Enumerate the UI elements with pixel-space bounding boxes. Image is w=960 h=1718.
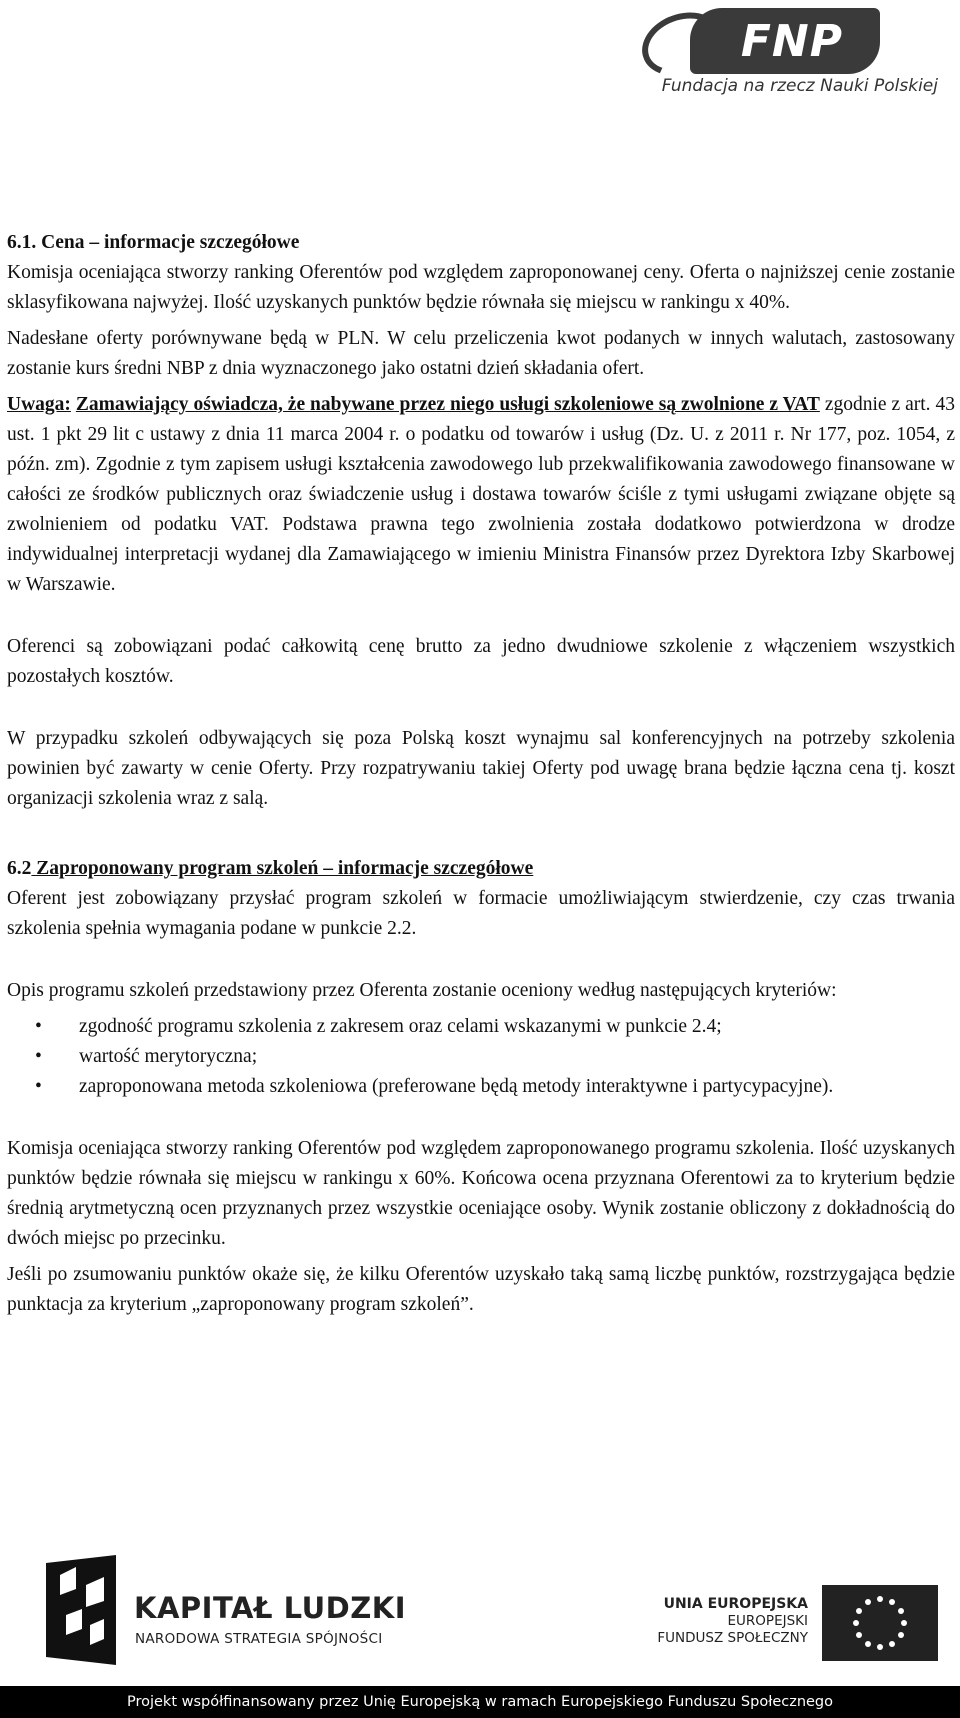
section-1-paragraph-2: Nadesłane oferty porównywane będą w PLN. W celu przeliczenia kwot podanych w innych walutach, zastosowany zostanie kurs średni NBP z dnia wyznaczonego jako ostatni dzień składania ofert.: [7, 328, 955, 379]
page-header: [0, 0, 960, 130]
section-2-title: [7, 854, 955, 884]
section-1-paragraph-5: W przypadku szkoleń odbywających się poza Polską koszt wynajmu sal konferencyjnych na potrzeby szkolenia powinien być zawarty w cenie Oferty. Przy rozpatrywaniu takiej Oferty pod uwagę brana będzie łączna cena tj. koszt organizacji szkolenia wraz z salą.: [7, 728, 955, 809]
vat-legal-basis: zgodnie z art. 43 ust. 1 pkt 29 lit c ustawy z dnia 11 marca 2004 r. o podatku od towarów i usług (Dz. U. z 2011 r. Nr 177, poz. 1054, z późn. zm). Zgodnie z tym zapisem usługi kształcenia zawodowego lub przekwalifikowania zawodowego finansowane w całości ze środków publicznych oraz świadczenie usług i dostawa towarów ściśle z tymi usługami związane objęte są zwolnieniem od podatku VAT. Podstawa prawna tego zwolnienia została dodatkowo potwierdzona w drodze indywidualnej interpretacji wydanej dla Zamawiającego w imieniu Ministra Finansów przez Dyrektora Izby Skarbowej w Warszawie.: [7, 394, 956, 595]
funding-statement: Projekt współfinansowany przez Unię Europejską w ramach Europejskiego Funduszu Społecznego: [126, 1694, 834, 1710]
kapital-ludzki-subtitle: NARODOWA STRATEGIA SPÓJNOŚCI: [135, 1631, 383, 1647]
eu-line-3: FUNDUSZ SPOŁECZNY: [657, 1630, 808, 1646]
section-2-paragraph-3: Komisja oceniająca stworzy ranking Oferentów pod względem zaproponowanego programu szkolenia. Ilość uzyskanych punktów będzie równała się miejscu w rankingu x 60%. Końcowa ocena przyznana Oferentowi za to kryterium będzie średnią arytmetyczną ocen przyznanych przez wszystkie oceniające osoby. Wynik zostanie obliczony z dokładnością do dwóch miejsc po przecinku.: [7, 1138, 955, 1249]
kapital-ludzki-title: KAPITAŁ LUDZKI: [134, 1591, 407, 1625]
eu-line-2: EUROPEJSKI: [727, 1613, 808, 1629]
section-2-paragraph-4: Jeśli po zsumowaniu punktów okaże się, że kilku Oferentów uzyskało taką samą liczbę punktów, rozstrzygająca będzie punktacja za kryterium „zaproponowany program szkoleń”.: [7, 1264, 955, 1315]
section-1-title: 6.1. Cena – informacje szczegółowe: [7, 232, 300, 253]
document-body: [7, 228, 955, 1320]
fnp-logo: [608, 2, 938, 102]
eu-line-1: UNIA EUROPEJSKA: [663, 1596, 808, 1612]
list-item: • zaproponowana metoda szkoleniowa (preferowane będą metody interaktywne i partycypacyjne).: [7, 1072, 955, 1102]
fnp-logo-text: FNP: [740, 16, 843, 67]
criteria-list: [7, 1012, 955, 1102]
list-item: • wartość merytoryczna;: [7, 1042, 955, 1072]
footer-funding-bar: [0, 1686, 960, 1718]
eu-flag-icon: [822, 1585, 938, 1661]
kapital-ludzki-logo-icon: [46, 1555, 116, 1665]
section-1-paragraph-1: Komisja oceniająca stworzy ranking Oferentów pod względem zaproponowanej ceny. Oferta o najniższej cenie zostanie sklasyfikowana najwyżej. Ilość uzyskanych punktów będzie równała się miejscu w rankingu x 40%.: [7, 262, 955, 313]
section-2-number: 6.2: [7, 858, 32, 879]
list-item: • zgodność programu szkolenia z zakresem oraz celami wskazanymi w punkcie 2.4;: [7, 1012, 955, 1042]
section-2-paragraph-1: Oferent jest zobowiązany przysłać program szkoleń w formacie umożliwiającym stwierdzenie, czy czas trwania szkolenia spełnia wymagania podane w punkcie 2.2.: [7, 888, 955, 939]
section-1-paragraph-4: Oferenci są zobowiązani podać całkowitą cenę brutto za jedno dwudniowe szkolenie z włączeniem wszystkich pozostałych kosztów.: [7, 636, 955, 687]
section-1-paragraph-3: [7, 390, 955, 600]
vat-exemption-statement: Zamawiający oświadcza, że nabywane przez niego usługi szkoleniowe są zwolnione z VAT: [75, 394, 820, 415]
page-footer: [0, 1555, 960, 1718]
section-2-heading: Zaproponowany program szkoleń – informacje szczegółowe: [31, 858, 534, 879]
fnp-logo-subtitle: Fundacja na rzecz Nauki Polskiej: [661, 76, 938, 96]
section-2-paragraph-2: Opis programu szkoleń przedstawiony przez Oferenta zostanie oceniony według następujących kryteriów:: [7, 980, 837, 1001]
eu-text: [608, 1595, 808, 1647]
note-label: Uwaga:: [7, 394, 71, 415]
